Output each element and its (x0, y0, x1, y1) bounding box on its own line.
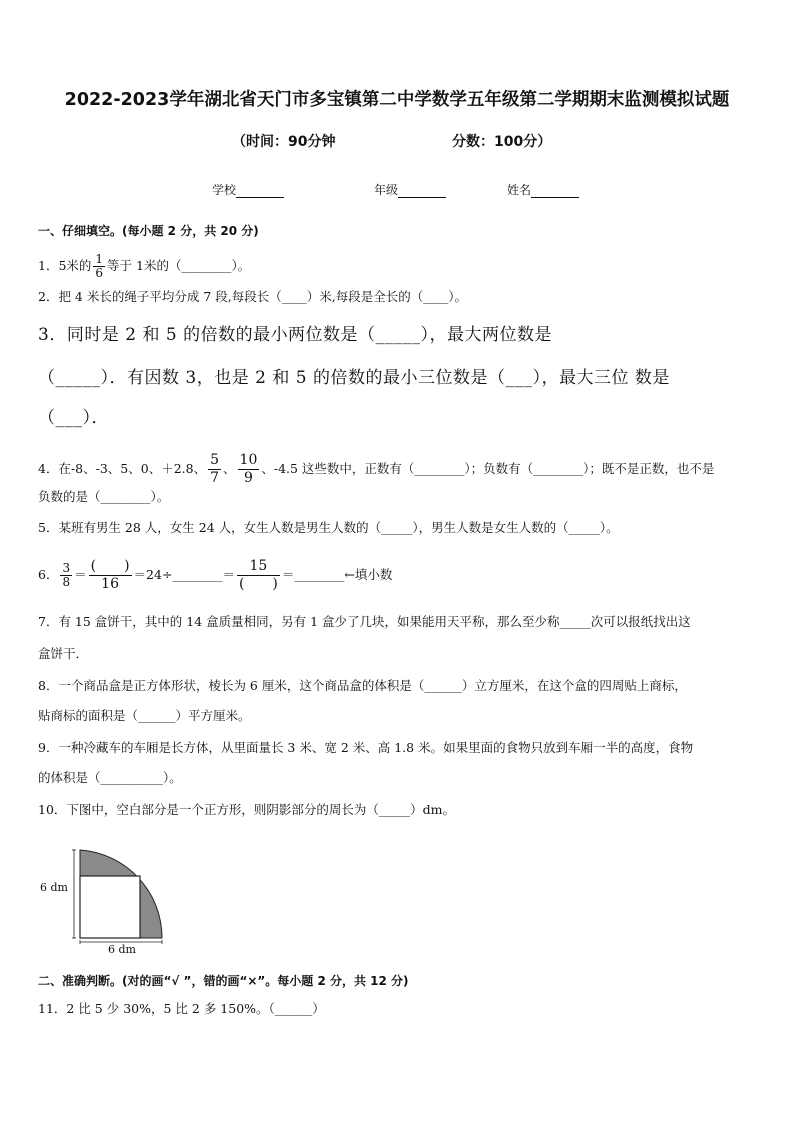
school-blank[interactable] (236, 185, 284, 198)
question-7-line-2: 盒饼干． (38, 646, 89, 661)
question-1: 1．5米的 $\frac{1}{6}$ 等于 1米的（________）。 (38, 252, 251, 280)
exam-title: 2022-2023学年湖北省天门市多宝镇第二中学数学五年级第二学期期末监测模拟试题 (64, 90, 730, 110)
grade-blank[interactable] (398, 185, 446, 198)
question-3-line-2: （_____）．有因数 3，也是 2 和 5 的倍数的最小三位数是（___），最大三位 数是 (38, 368, 670, 388)
side-length-label: 6 dm (40, 881, 68, 894)
square-quarter-circle-figure (36, 842, 176, 954)
fraction-5-7: $\frac{5}{7}$ (210, 452, 220, 486)
name-field (507, 181, 579, 198)
bottom-length-label: 6 dm (108, 943, 136, 954)
answer-blank-1[interactable]: ________ (172, 567, 223, 582)
question-9-line-2: 的体积是（__________）。 (38, 770, 182, 785)
answer-blank[interactable]: ________ (181, 258, 232, 273)
question-8-line-2: 贴商标的面积是（______）平方厘米。 (38, 708, 251, 723)
question-11: 11．2 比 5 少 30%，5 比 2 多 150%。（______） (38, 1001, 325, 1016)
name-label: 姓名 (507, 183, 532, 197)
question-10: 10．下图中，空白部分是一个正方形，则阴影部分的周长为（_____）dm。 (38, 802, 456, 817)
answer-blank-2[interactable]: ________ (294, 567, 345, 582)
question-4-line-2: 负数的是（________）。 (38, 489, 170, 504)
question-4-line-1: 4．在-8、-3、5、0、＋2.8、 $\frac{5}{7}$ 、 $\frac{10}{9}$ 、-4.5 这些数中，正数有（________）；负数有（________）；既不是正数，也不是 (38, 452, 715, 486)
score-label: 分数：100分） (452, 134, 552, 150)
name-blank[interactable] (531, 185, 579, 198)
section-2-title: 二、准确判断。(对的画“√ ”，错的画“×”。每小题 2 分，共 12 分) (38, 974, 409, 988)
fraction-blank-16: $\frac{( )}{16}$ (90, 558, 130, 592)
question-3-line-1: 3．同时是 2 和 5 的倍数的最小两位数是（_____），最大两位数是 (38, 325, 553, 345)
question-8-line-1: 8．一个商品盒是正方体形状，棱长为 6 厘米，这个商品盒的体积是（______）立方厘米，在这个盒的四周贴上商标， (38, 678, 687, 693)
white-square (80, 876, 140, 938)
grade-field (374, 181, 446, 198)
section-1-title: 一、仔细填空。(每小题 2 分，共 20 分) (38, 224, 259, 238)
question-7-line-1: 7．有 15 盒饼干，其中的 14 盒质量相同，另有 1 盒少了几块，如果能用天平称，那么至少称_____次可以报纸找出这 (38, 614, 691, 629)
time-label: （时间：90分钟 (232, 134, 336, 150)
question-2: 2．把 4 米长的绳子平均分成 7 段,每段长（____）米,每段是全长的（____）。 (38, 289, 467, 304)
question-9-line-1: 9．一种冷藏车的车厢是长方体，从里面量长 3 米、宽 2 米、高 1.8 米。如果里面的食物只放到车厢一半的高度，食物 (38, 740, 694, 755)
question-6: 6． $\frac{3}{8}$ ＝ $\frac{( )}{16}$ ＝24÷________＝ $\frac{15}{( )}$ ＝________←填小数 (38, 558, 393, 592)
school-field (212, 181, 284, 198)
question-3-line-3: （___）． (38, 408, 109, 428)
fraction-15-blank: $\frac{15}{( )}$ (238, 558, 278, 592)
grade-label: 年级 (374, 183, 399, 197)
fraction-10-9: $\frac{10}{9}$ (239, 452, 258, 486)
fraction-1-6: $\frac{1}{6}$ (95, 252, 104, 280)
question-5: 5．某班有男生 28 人，女生 24 人，女生人数是男生人数的（_____），男生人数是女生人数的（_____）。 (38, 520, 619, 535)
school-label: 学校 (212, 183, 237, 197)
fraction-3-8: $\frac{3}{8}$ (62, 561, 71, 589)
